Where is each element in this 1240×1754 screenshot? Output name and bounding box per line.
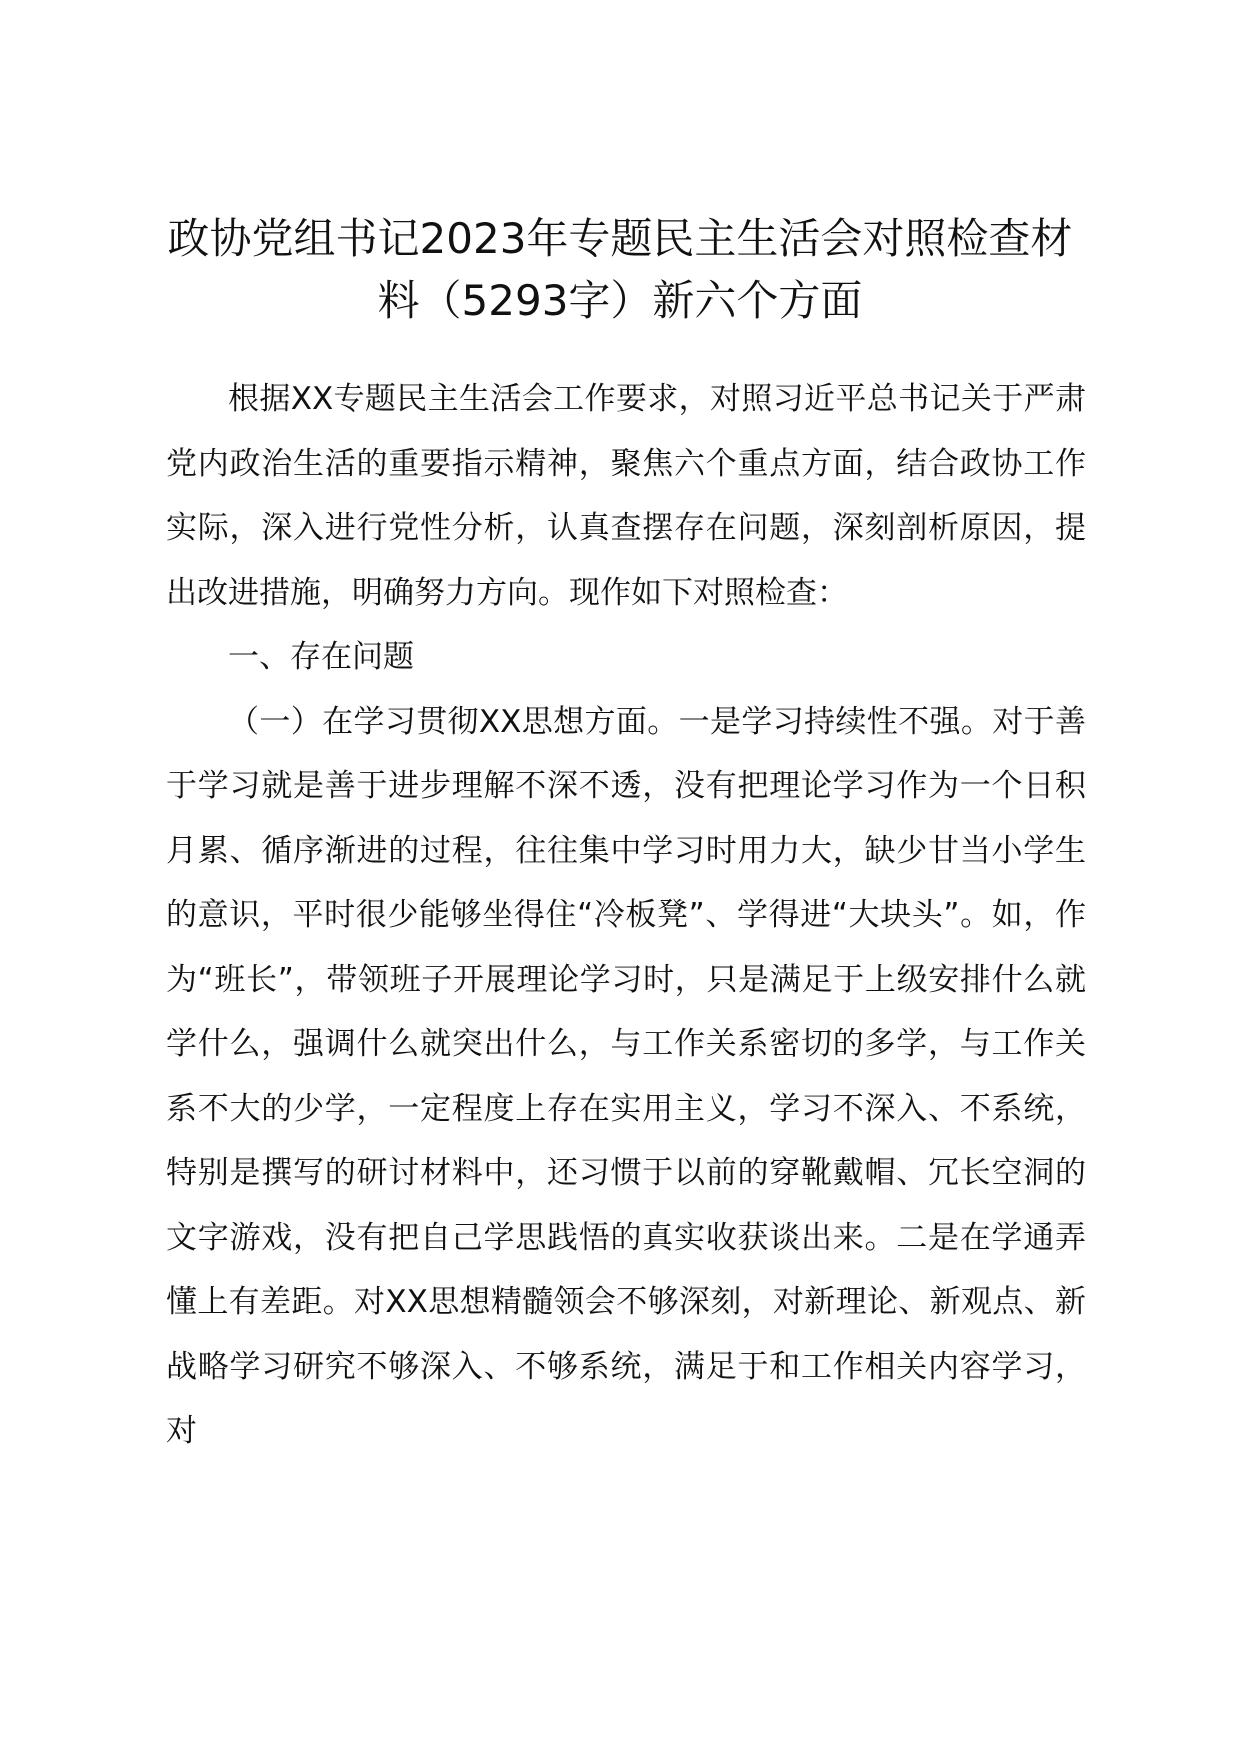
section-heading: 一、存在问题 <box>228 639 414 675</box>
document-body <box>166 367 1086 1464</box>
document-title: 政协党组书记2023年专题民主生活会对照检查材料（5293字）新六个方面 <box>167 214 1073 325</box>
intro-paragraph: 根据XX专题民主生活会工作要求，对照习近平总书记关于严肃党内政治生活的重要指示精神，聚焦六个重点方面，结合政协工作实际，深入进行党性分析，认真查摆存在问题，深刻剖析原因，提出改进措施，明确努力方向。现作如下对照检查： <box>166 381 1086 611</box>
section-paragraph: （一）在学习贯彻XX思想方面。一是学习持续性不强。对于善于学习就是善于进步理解不深不透，没有把理论学习作为一个日积月累、循序渐进的过程，往往集中学习时用力大，缺少甘当小学生的意识，平时很少能够坐得住“冷板凳”、学得进“大块头”。如，作为“班长”，带领班子开展理论学习时，只是满足于上级安排什么就学什么，强调什么就突出什么，与工作关系密切的多学，与工作关系不大的少学，一定程度上存在实用主义，学习不深入、不系统，特别是撰写的研讨材料中，还习惯于以前的穿靴戴帽、冗长空洞的文字游戏，没有把自己学思践悟的真实收获谈出来。二是在学通弄懂上有差距。对XX思想精髓领会不够深刻，对新理论、新观点、新战略学习研究不够深入、不够系统，满足于和工作相关内容学习，对 <box>166 703 1086 1449</box>
